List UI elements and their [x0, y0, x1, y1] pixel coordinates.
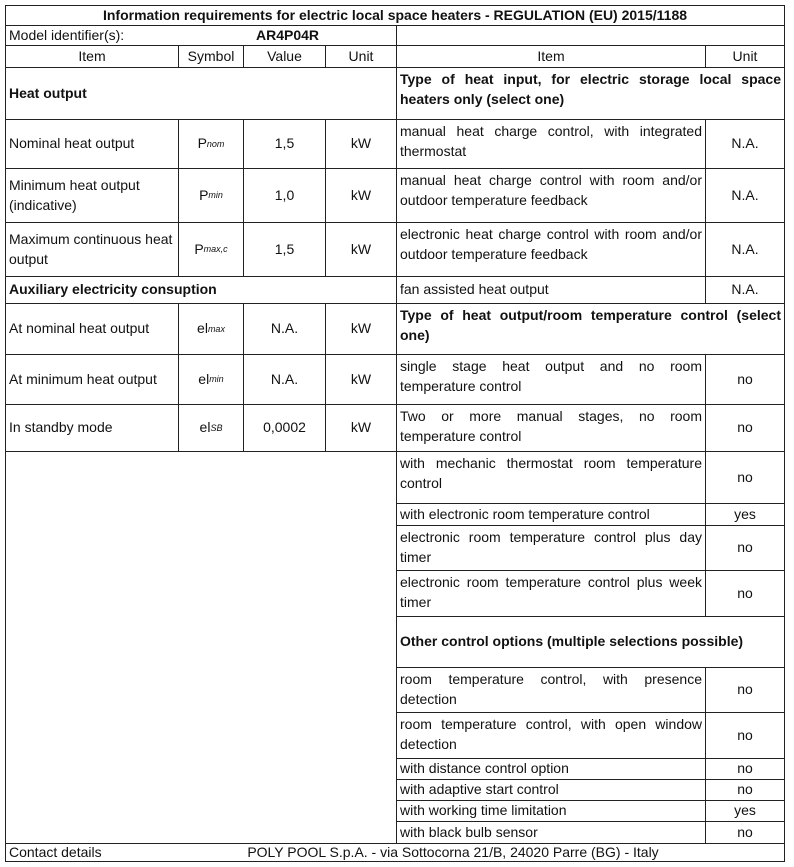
value-pnom: 1,5	[244, 120, 326, 169]
other-option-row: room temperature control, with open window detection	[397, 713, 706, 759]
other-option-row: with distance control option	[397, 759, 706, 780]
room-control-title: Type of heat output/room temperature control (select one)	[397, 304, 784, 355]
other-option-value: no	[706, 780, 784, 801]
row-aux-nominal: At nominal heat output	[6, 304, 179, 355]
other-option-value: no	[706, 759, 784, 780]
other-option-row: with adaptive start control	[397, 780, 706, 801]
unit-elsb: kW	[326, 405, 397, 452]
other-options-title: Other control options (multiple selections possible)	[397, 617, 784, 668]
heat-input-value: N.A.	[706, 223, 784, 277]
header-value: Value	[244, 46, 326, 68]
header-item: Item	[6, 46, 179, 68]
symbol-elmin: el min	[179, 355, 244, 405]
table-title: Information requirements for electric local space heaters - REGULATION (EU) 2015/1188	[6, 6, 784, 26]
heat-output-title: Heat output	[6, 68, 397, 120]
contact-label: Contact details	[9, 844, 102, 860]
unit-pnom: kW	[326, 120, 397, 169]
room-control-value: no	[706, 405, 784, 452]
unit-pmaxc: kW	[326, 223, 397, 277]
heat-input-row: electronic heat charge control with room and/or outdoor temperature feedback	[397, 223, 706, 277]
symbol-pmaxc: P max,c	[179, 223, 244, 277]
symbol-elsb: el SB	[179, 405, 244, 452]
header-item-right: Item	[397, 46, 706, 68]
heat-input-title: Type of heat input, for electric storage local space heaters only (select one)	[397, 68, 784, 120]
row-nominal-heat-output: Nominal heat output	[6, 120, 179, 169]
room-control-row: with mechanic thermostat room temperature control	[397, 452, 706, 504]
row-aux-standby: In standby mode	[6, 405, 179, 452]
symbol-pmin: P min	[179, 169, 244, 223]
other-option-value: no	[706, 668, 784, 713]
symbol-pnom: P nom	[179, 120, 244, 169]
heat-input-value: N.A.	[706, 120, 784, 169]
room-control-row: electronic room temperature control plus day timer	[397, 526, 706, 571]
contact-value: POLY POOL S.p.A. - via Sottocorna 21/B, 24020 Parre (BG) - Italy	[247, 844, 659, 860]
energy-info-table	[5, 5, 785, 862]
room-control-value: no	[706, 571, 784, 617]
unit-elmax: kW	[326, 304, 397, 355]
aux-title: Auxiliary electricity consuption	[6, 277, 397, 304]
value-pmaxc: 1,5	[244, 223, 326, 277]
heat-input-value: N.A.	[706, 277, 784, 304]
model-label: Model identifier(s):	[6, 26, 179, 46]
header-unit: Unit	[326, 46, 397, 68]
room-control-row: Two or more manual stages, no room temperature control	[397, 405, 706, 452]
header-symbol: Symbol	[179, 46, 244, 68]
model-value: AR4P04R	[179, 26, 397, 46]
value-pmin: 1,0	[244, 169, 326, 223]
left-empty-area	[6, 452, 397, 844]
other-option-value: no	[706, 822, 784, 844]
row-minimum-heat-output: Minimum heat output (indicative)	[6, 169, 179, 223]
heat-input-row: manual heat charge control with room and/or outdoor temperature feedback	[397, 169, 706, 223]
value-elmax: N.A.	[244, 304, 326, 355]
row-aux-minimum: At minimum heat output	[6, 355, 179, 405]
heat-input-row: manual heat charge control, with integrated thermostat	[397, 120, 706, 169]
value-elmin: N.A.	[244, 355, 326, 405]
unit-elmin: kW	[326, 355, 397, 405]
other-option-row: with black bulb sensor	[397, 822, 706, 844]
other-option-value: no	[706, 713, 784, 759]
other-option-row: with working time limitation	[397, 801, 706, 822]
row-maximum-heat-output: Maximum continuous heat output	[6, 223, 179, 277]
value-elsb: 0,0002	[244, 405, 326, 452]
room-control-row: single stage heat output and no room temperature control	[397, 355, 706, 405]
symbol-elmax: el max	[179, 304, 244, 355]
room-control-value: no	[706, 452, 784, 504]
room-control-row: with electronic room temperature control	[397, 504, 706, 526]
room-control-value: yes	[706, 504, 784, 526]
unit-pmin: kW	[326, 169, 397, 223]
other-option-row: room temperature control, with presence detection	[397, 668, 706, 713]
header-unit-right: Unit	[706, 46, 784, 68]
room-control-row: electronic room temperature control plus week timer	[397, 571, 706, 617]
model-filler	[397, 26, 784, 46]
other-option-value: yes	[706, 801, 784, 822]
heat-input-row: fan assisted heat output	[397, 277, 706, 304]
room-control-value: no	[706, 355, 784, 405]
room-control-value: no	[706, 526, 784, 571]
heat-input-value: N.A.	[706, 169, 784, 223]
